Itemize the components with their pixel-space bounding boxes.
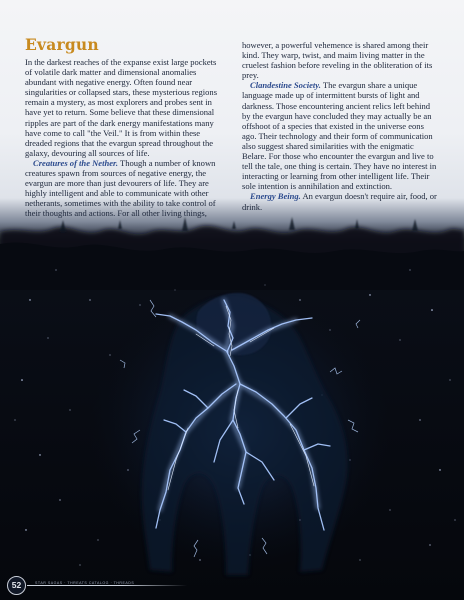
- clandestine-society-heading: Clandestine Society.: [250, 80, 321, 91]
- running-footer: STAR SAGAS · THREATS CATALOG · THREADS: [35, 581, 135, 585]
- energy-being-text: An evargun doesn't require air, food, or drink.: [242, 191, 437, 212]
- energy-being-paragraph: [242, 191, 439, 211]
- footer-rule: [27, 585, 187, 586]
- page-number: 52: [7, 576, 26, 595]
- creatures-of-the-nether-paragraph: [25, 158, 222, 219]
- clandestine-society-paragraph: [242, 80, 439, 191]
- clandestine-society-text: The evargun share a unique language made up of intermittent bursts of light and darkness. Those encountering ancient relics left behind by the evargun have concluded they may actually be an offshoot of a species that existed in the universe eons ago. Their technology and their form of communication also suggest shared similarities with the enigmatic Belare. For those who encounter the evargun and live to tell the tale, one thing is certain. They have no interest in interacting or learning from other intelligent life. Their sole intention is annihilation and extinction.: [242, 80, 437, 192]
- creatures-of-the-nether-heading: Creatures of the Nether.: [33, 157, 118, 168]
- continued-paragraph: however, a powerful vehemence is shared among their kind. They warp, twist, and maim living matter in the cruelest fashion before reveling in the obliteration of its prey.: [242, 40, 433, 81]
- creatures-of-the-nether-text: Though a number of known creatures spawn from sources of negative energy, the evargun are more than just devourers of life. They are highly intelligent and able to communicate with other netherants, sometimes with the ability to take control of their thoughts and actions. For all other living things,: [25, 157, 216, 219]
- left-column: [25, 36, 222, 219]
- intro-paragraph: In the darkest reaches of the expanse exist large pockets of volatile dark matter and dimensional anomalies abundant with negative energy. Often found near singularities or collapsed stars, these mysterious regions remain a mystery, as most explorers and probes sent in have yet to return. Some believe that these dimensional ripples are part of the dark energy manifestations many have come to call "the Veil." It is from within these dreaded regions that the evargun spread throughout the galaxy, devouring all sources of life.: [25, 57, 218, 158]
- page-title: Evargun: [25, 35, 99, 54]
- right-column: [242, 40, 439, 212]
- energy-being-heading: Energy Being.: [250, 191, 301, 202]
